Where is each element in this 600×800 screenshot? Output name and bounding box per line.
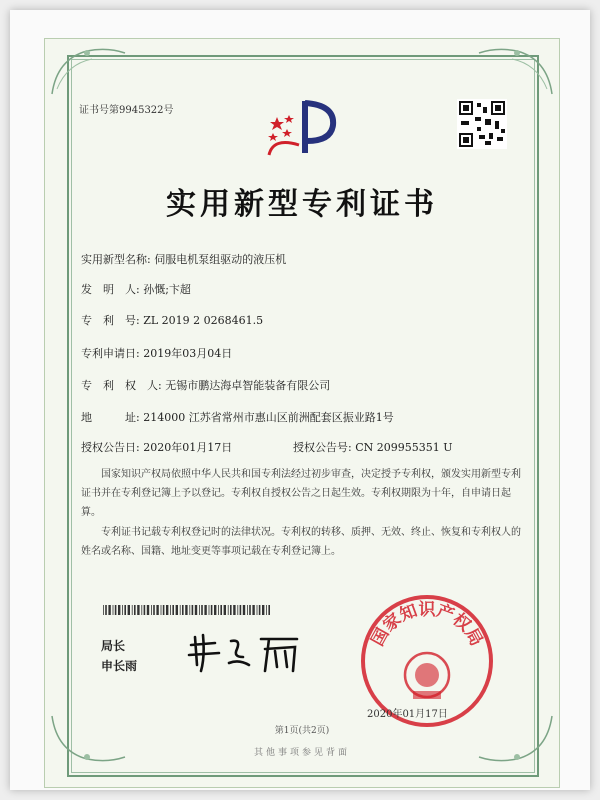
field-label: 专 利 权 人:	[81, 379, 162, 392]
barcode-bar	[230, 605, 232, 615]
field-value: 孙慨;卞超	[143, 283, 191, 296]
barcode-bar	[128, 605, 130, 615]
field-value: ZL 2019 2 0268461.5	[143, 314, 264, 327]
barcode-bar	[233, 605, 235, 615]
barcode-bar	[166, 605, 168, 615]
field-address	[81, 409, 394, 425]
field-label: 专 利 号:	[81, 314, 140, 327]
barcode-bar	[185, 605, 187, 615]
cnipa-logo-icon	[263, 97, 345, 159]
barcode-bar	[163, 605, 165, 615]
certificate-paragraph-1: 国家知识产权局依照中华人民共和国专利法经过初步审查，决定授予专利权，颁发实用新型专利证书并在专利登记簿上予以登记。专利权自授权公告之日起生效。专利权期限为十年，自申请日起算。	[81, 469, 521, 518]
barcode-bar	[124, 605, 126, 615]
certificate-title: 实用新型专利证书	[166, 187, 438, 222]
barcode-bar	[199, 605, 200, 615]
field-label: 授权公告日:	[81, 441, 140, 454]
director-title: 局长	[101, 639, 126, 653]
director-name: 申长雨	[101, 659, 138, 673]
barcode-bar	[144, 605, 146, 615]
field-utility-model-name	[81, 251, 286, 267]
field-label: 专利申请日:	[81, 347, 140, 360]
field-inventors	[81, 281, 191, 297]
field-grant-number	[293, 439, 453, 455]
barcode-bar	[249, 605, 251, 615]
certificate-number: 证书号第9945322号	[79, 105, 174, 116]
barcode-bar	[195, 605, 197, 615]
corner-ornament-bottom-left	[47, 711, 127, 771]
barcode-bar	[237, 605, 238, 615]
field-value: CN 209955351 U	[355, 441, 453, 454]
barcode-bar	[122, 605, 123, 615]
barcode-bar	[266, 605, 267, 615]
barcode-bar	[153, 605, 155, 615]
qr-code-icon	[457, 99, 507, 149]
barcode-bar	[105, 605, 107, 615]
corner-ornament-top-left	[47, 39, 127, 99]
barcode-bar	[132, 605, 133, 615]
field-label: 发 明 人:	[81, 283, 140, 296]
field-value: 无锡市鹏达海卓智能装备有限公司	[165, 379, 331, 392]
barcode-bar	[137, 605, 139, 615]
barcode-bar	[252, 605, 254, 615]
barcode-bar	[220, 605, 222, 615]
patent-certificate	[44, 38, 560, 788]
barcode-bar	[268, 605, 270, 615]
barcode-bar	[161, 605, 162, 615]
field-value: 214000 江苏省常州市惠山区前洲配套区振业路1号	[143, 411, 394, 424]
page-indicator: 第1页(共2页)	[274, 726, 330, 736]
field-label: 授权公告号:	[293, 441, 352, 454]
barcode-bar	[262, 605, 264, 615]
barcode-bar	[209, 605, 210, 615]
field-value: 伺服电机泵组驱动的液压机	[154, 253, 287, 266]
barcode-bar	[182, 605, 184, 615]
barcode-bar	[170, 605, 171, 615]
field-label: 地 址:	[81, 411, 140, 424]
barcode-bar	[243, 605, 245, 615]
barcode-bar	[214, 605, 216, 615]
barcode-bar	[108, 605, 110, 615]
director-signature	[185, 627, 305, 677]
barcode-bar	[257, 605, 258, 615]
barcode-bar	[118, 605, 120, 615]
barcode-icon	[103, 605, 273, 615]
barcode-bar	[147, 605, 149, 615]
barcode-bar	[103, 605, 104, 615]
field-value: 2020年01月17日	[143, 441, 233, 454]
barcode-bar	[201, 605, 203, 615]
barcode-bar	[211, 605, 213, 615]
svg-text:国家知识产权局	[368, 600, 486, 650]
field-patentee	[81, 377, 330, 393]
barcode-bar	[189, 605, 190, 615]
barcode-bar	[134, 605, 136, 615]
barcode-bar	[218, 605, 219, 615]
seal-text: 国家知识产权局	[367, 600, 487, 650]
field-application-date	[81, 345, 232, 361]
certificate-paragraph-2: 专利证书记载专利权登记时的法律状况。专利权的转移、质押、无效、终止、恢复和专利权人的姓名或名称、国籍、地址变更等事项记载在专利登记簿上。	[81, 527, 521, 557]
field-label: 实用新型名称:	[81, 253, 151, 266]
barcode-bar	[115, 605, 117, 615]
seal-date: 2020年01月17日	[367, 709, 448, 720]
barcode-bar	[156, 605, 158, 615]
barcode-bar	[204, 605, 206, 615]
corner-ornament-top-right	[477, 39, 557, 99]
barcode-bar	[224, 605, 226, 615]
barcode-bar	[192, 605, 194, 615]
barcode-bar	[176, 605, 178, 615]
barcode-bar	[180, 605, 181, 615]
field-patent-number	[81, 312, 263, 328]
barcode-bar	[113, 605, 114, 615]
barcode-bar	[172, 605, 174, 615]
barcode-bar	[151, 605, 152, 615]
field-grant-date	[81, 439, 232, 455]
barcode-bar	[141, 605, 142, 615]
barcode-bar	[247, 605, 248, 615]
footer-note: 其他事项参见背面	[253, 748, 350, 758]
field-value: 2019年03月04日	[143, 347, 233, 360]
barcode-bar	[259, 605, 261, 615]
barcode-bar	[240, 605, 242, 615]
barcode-bar	[228, 605, 229, 615]
